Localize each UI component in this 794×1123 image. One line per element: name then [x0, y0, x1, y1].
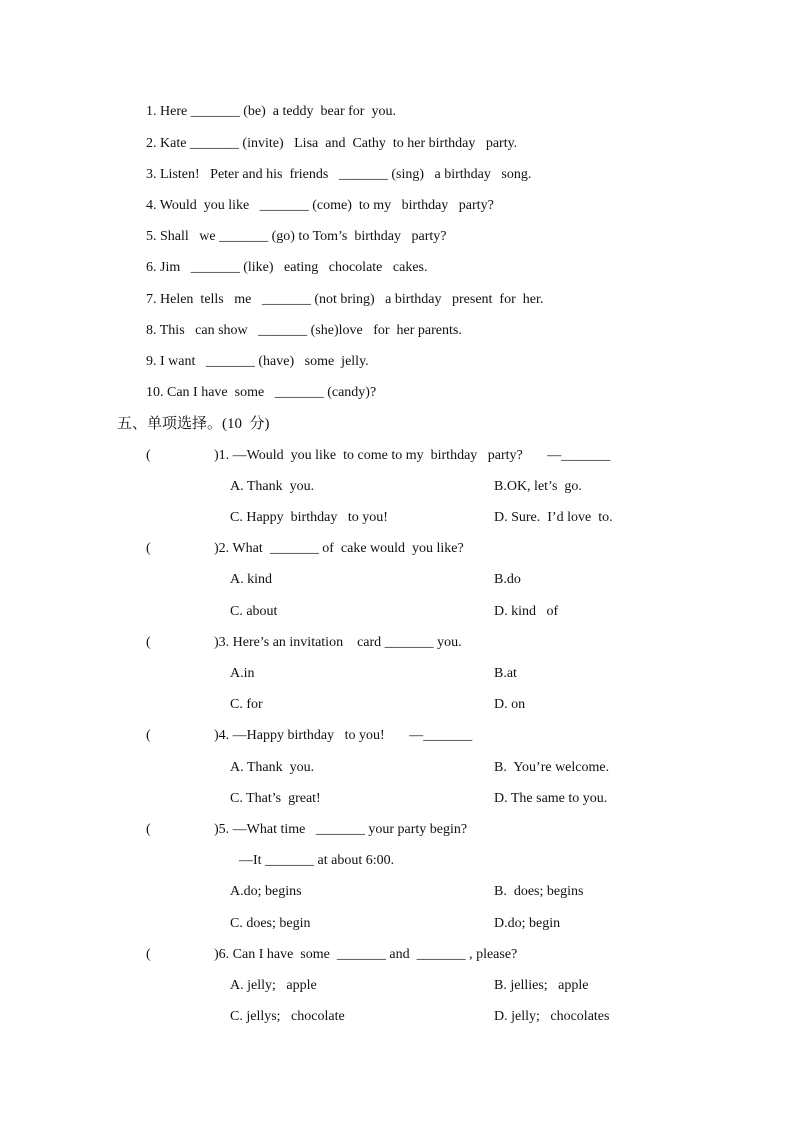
option-d: D. jelly; chocolates	[494, 1009, 610, 1024]
option-c: C. jellys; chocolate	[230, 1009, 345, 1024]
fill-blank-item: 10. Can I have some _______ (candy)?	[146, 385, 377, 400]
option-d: D.do; begin	[494, 916, 561, 931]
option-b: B. jellies; apple	[494, 978, 589, 993]
option-a: A. kind	[230, 572, 272, 587]
answer-paren[interactable]: (	[146, 541, 151, 556]
question-text: )2. What _______ of cake would you like?	[214, 541, 464, 556]
fill-blank-item: 9. I want _______ (have) some jelly.	[146, 354, 369, 369]
fill-blank-item: 1. Here _______ (be) a teddy bear for you.	[146, 104, 396, 119]
fill-blank-item: 7. Helen tells me _______ (not bring) a birthday present for her.	[146, 292, 544, 307]
option-b: B.do	[494, 572, 521, 587]
option-d: D. kind of	[494, 604, 559, 619]
option-b: B. You’re welcome.	[494, 760, 610, 775]
option-a: A. Thank you.	[230, 479, 315, 494]
option-a: A.in	[230, 666, 255, 681]
option-d: D. The same to you.	[494, 791, 608, 806]
question-text: )1. —Would you like to come to my birthday party? —_______	[214, 448, 611, 463]
option-d: D. on	[494, 697, 526, 712]
section-title: 五、单项选择。(10 分)	[117, 416, 270, 432]
option-c: C. That’s great!	[230, 791, 321, 806]
fill-blank-item: 6. Jim _______ (like) eating chocolate cakes.	[146, 260, 428, 275]
answer-paren[interactable]: (	[146, 728, 151, 743]
option-a: A. Thank you.	[230, 760, 315, 775]
answer-paren[interactable]: (	[146, 822, 151, 837]
fill-blank-item: 8. This can show _______ (she)love for her parents.	[146, 323, 462, 338]
option-c: C. for	[230, 697, 263, 712]
option-b: B.at	[494, 666, 517, 681]
option-c: C. about	[230, 604, 278, 619]
fill-blank-item: 5. Shall we _______ (go) to Tom’s birthday party?	[146, 229, 447, 244]
question-text: )5. —What time _______ your party begin?	[214, 822, 468, 837]
option-c: C. does; begin	[230, 916, 311, 931]
question-text: )3. Here’s an invitation card _______ you.	[214, 635, 462, 650]
answer-paren[interactable]: (	[146, 635, 151, 650]
fill-blank-item: 2. Kate _______ (invite) Lisa and Cathy to her birthday party.	[146, 136, 518, 151]
option-c: C. Happy birthday to you!	[230, 510, 388, 525]
option-b: B. does; begins	[494, 884, 584, 899]
answer-paren[interactable]: (	[146, 947, 151, 962]
question-text: )4. —Happy birthday to you! —_______	[214, 728, 473, 743]
option-a: A.do; begins	[230, 884, 302, 899]
option-b: B.OK, let’s go.	[494, 479, 582, 494]
question-text: )6. Can I have some _______ and _______ , please?	[214, 947, 518, 962]
question-followup: —It _______ at about 6:00.	[239, 853, 395, 868]
option-d: D. Sure. I’d love to.	[494, 510, 613, 525]
option-a: A. jelly; apple	[230, 978, 317, 993]
answer-paren[interactable]: (	[146, 448, 151, 463]
fill-blank-item: 4. Would you like _______ (come) to my birthday party?	[146, 198, 494, 213]
fill-blank-item: 3. Listen! Peter and his friends _______ (sing) a birthday song.	[146, 167, 532, 182]
